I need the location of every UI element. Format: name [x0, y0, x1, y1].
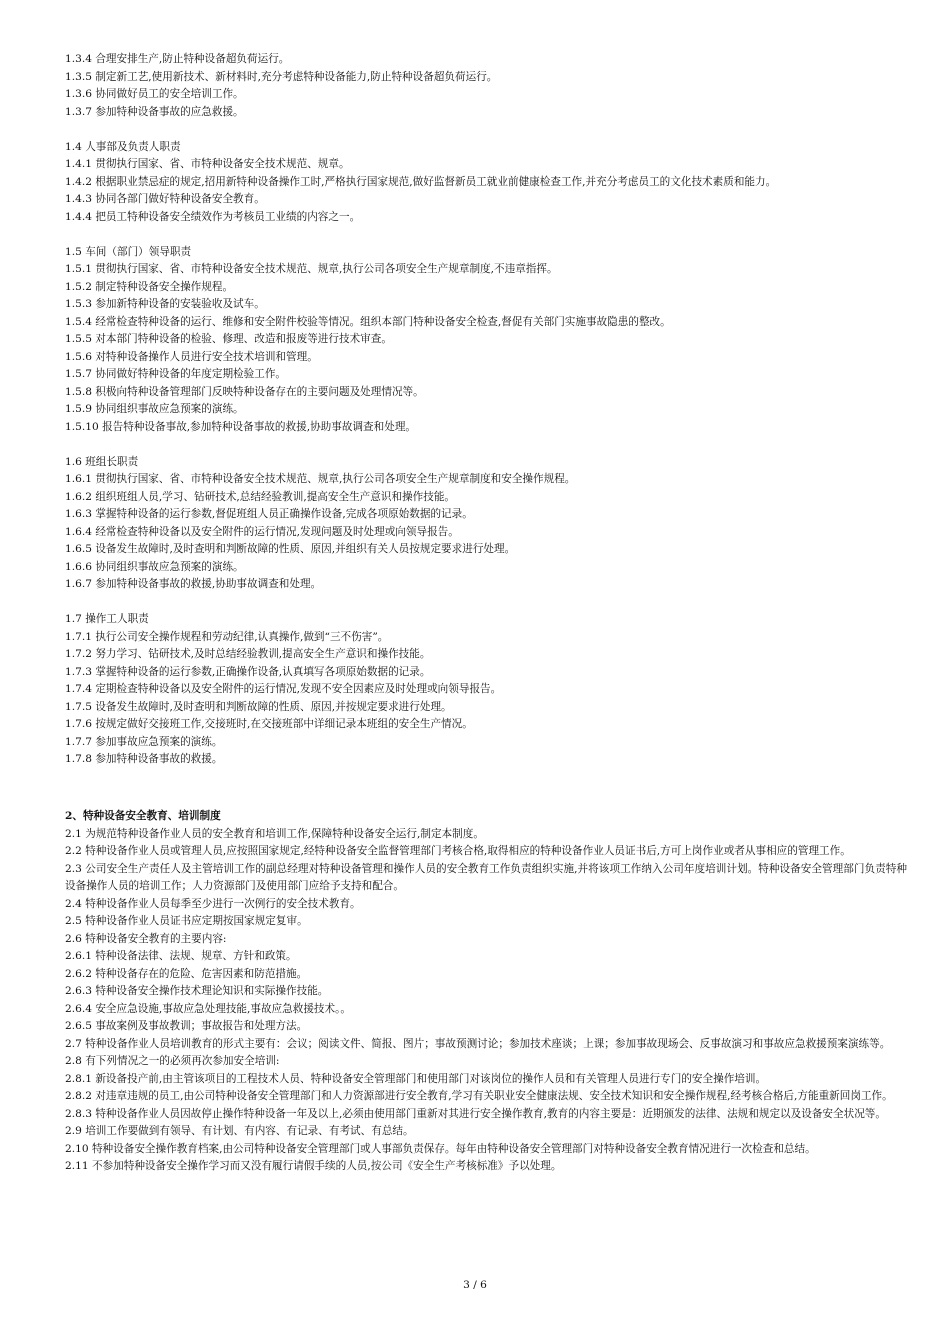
section-heading-workshop: 1.5 车间（部门）领导职责 [65, 245, 192, 258]
list-item: 1.4.1 贯彻执行国家、省、市特种设备安全技术规范、规章。 [65, 158, 350, 170]
list-item: 1.7.1 执行公司安全操作规程和劳动纪律,认真操作,做到“三不伤害”。 [65, 630, 389, 643]
paragraph: 2.5 特种设备作业人员证书应定期按国家规定复审。 [65, 915, 308, 927]
list-item: 1.6.4 经常检查特种设备以及安全附件的运行情况,发现问题及时处理或向领导报告。 [65, 525, 459, 538]
page-number: 3 / 6 [463, 1279, 487, 1291]
list-item: 2.6.1 特种设备法律、法规、规章、方针和政策。 [65, 950, 297, 962]
list-item: 1.6.2 组织班组人员,学习、钻研技术,总结经验教训,提高安全生产意识和操作技能。 [65, 490, 456, 503]
list-item: 1.3.6 协同做好员工的安全培训工作。 [65, 88, 244, 100]
list-item: 1.7.6 按规定做好交接班工作,交接班时,在交接班部中详细记录本班组的安全生产情况。 [65, 718, 473, 730]
list-item: 1.6.1 贯彻执行国家、省、市特种设备安全技术规范、规章,执行公司各项安全生产规章制度和安全操作规程。 [65, 473, 576, 485]
section-heading-team: 1.6 班组长职责 [65, 455, 139, 468]
list-item: 1.7.8 参加特种设备事故的救援。 [65, 753, 223, 765]
list-item: 1.3.7 参加特种设备事故的应急救援。 [65, 105, 244, 118]
section-1-7-list [65, 629, 907, 769]
list-item: 1.6.6 协同组织事故应急预案的演练。 [65, 560, 244, 573]
paragraph: 2.3 公司安全生产责任人及主管培训工作的副总经理对特种设备管理和操作人员的安全教育工作负责组织实施,并将该项工作纳入公司年度培训计划。特种设备安全管理部门负责特种设备操作人员的培训工作；人力资源部门及使用部门应给予支持和配合。 [65, 862, 907, 892]
list-item: 1.5.6 对特种设备操作人员进行安全技术培训和管理。 [65, 350, 318, 363]
list-item: 2.6.4 安全应急设施,事故应急处理技能,事故应急救援技术。。 [65, 1002, 352, 1015]
section-1-6-list [65, 471, 907, 594]
paragraph: 2.10 特种设备安全操作教育档案,由公司特种设备安全管理部门或人事部负责保存。每年由特种设备安全管理部门对特种设备安全教育情况进行一次检查和总结。 [65, 1142, 816, 1155]
list-item: 1.5.7 协同做好特种设备的年度定期检验工作。 [65, 368, 287, 380]
paragraph: 2.6 特种设备安全教育的主要内容: [65, 932, 227, 945]
paragraph: 2.9 培训工作要做到有领导、有计划、有内容、有记录、有考试、有总结。 [65, 1125, 414, 1137]
list-item: 1.4.4 把员工特种设备安全绩效作为考核员工业绩的内容之一。 [65, 210, 361, 223]
paragraph: 2.8.2 对违章违规的员工,由公司特种设备安全管理部门和人力资源部进行安全教育,学习有关职业安全健康法规、安全技术知识和安全操作规程,经考核合格后,方能重新回岗工作。 [65, 1090, 893, 1102]
paragraph: 2.11 不参加特种设备安全操作学习而又没有履行请假手续的人员,按公司《安全生产考核标准》予以处理。 [65, 1160, 562, 1172]
section-1-3-list [65, 51, 907, 121]
paragraph-text: 2.1 为规范特种设备作业人员的安全教育和培训工作,保障特种设备安全运行,制定本制度。 [65, 827, 484, 840]
list-item: 1.5.2 制定特种设备安全操作规程。 [65, 280, 234, 293]
list-item: 1.7.5 设备发生故障时,及时查明和判断故障的性质、原因,并按规定要求进行处理。 [65, 700, 452, 713]
paragraph: 2.7 特种设备作业人员培训教育的形式主要有：会议；阅读文件、简报、图片；事故预测讨论；参加技术座谈；上课；参加事故现场会、反事故演习和事故应急救援预案演练等。 [65, 1037, 891, 1050]
list-item: 2.6.2 特种设备存在的危险、危害因素和防范措施。 [65, 967, 308, 980]
list-item: 1.5.5 对本部门特种设备的检验、修理、改造和报废等进行技术审查。 [65, 333, 392, 345]
list-item: 1.5.9 协同组织事故应急预案的演练。 [65, 403, 244, 415]
list-item: 1.5.8 积极向特种设备管理部门反映特种设备存在的主要问题及处理情况等。 [65, 385, 424, 398]
list-item: 1.7.7 参加事故应急预案的演练。 [65, 735, 223, 748]
list-item: 1.5.10 报告特种设备事故,参加特种设备事故的救援,协助事故调查和处理。 [65, 420, 417, 433]
section-heading-hr: 1.4 人事部及负责人职责 [65, 140, 181, 153]
list-item: 1.5.3 参加新特种设备的安装验收及试车。 [65, 298, 265, 310]
list-item: 1.4.3 协同各部门做好特种设备安全教育。 [65, 193, 265, 205]
paragraph [65, 826, 907, 844]
list-item: 1.6.5 设备发生故障时,及时查明和判断故障的性质、原因,并组织有关人员按规定要求进行处理。 [65, 543, 516, 555]
list-item: 1.7.2 努力学习、钻研技术,及时总结经验教训,提高安全生产意识和操作技能。 [65, 648, 431, 660]
section-1-5-list [65, 261, 907, 436]
section-2-body [65, 826, 907, 1176]
list-item: 1.6.7 参加特种设备事故的救援,协助事故调查和处理。 [65, 578, 322, 590]
list-item: 1.3.4 合理安排生产,防止特种设备超负荷运行。 [65, 53, 290, 65]
list-item: 1.4.2 根据职业禁忌症的规定,招用新特种设备操作工时,严格执行国家规范,做好监督新员工就业前健康检查工作,并充分考虑员工的文化技术素质和能力。 [65, 175, 777, 188]
list-item: 1.3.5 制定新工艺,使用新技术、新材料时,充分考虑特种设备能力,防止特种设备超负荷运行。 [65, 70, 498, 83]
list-item: 1.5.1 贯彻执行国家、省、市特种设备安全技术规范、规章,执行公司各项安全生产规章制度,不违章指挥。 [65, 263, 558, 275]
section-2-title: 2、特种设备安全教育、培训制度 [65, 810, 221, 822]
list-item: 2.6.3 特种设备安全操作技术理论知识和实际操作技能。 [65, 985, 329, 997]
list-item: 1.7.4 定期检查特种设备以及安全附件的运行情况,发现不安全因素应及时处理或向领导报告。 [65, 683, 502, 695]
paragraph: 2.8 有下列情况之一的必须再次参加安全培训: [65, 1055, 280, 1067]
section-heading-operator: 1.7 操作工人职责 [65, 613, 149, 625]
page-content [65, 51, 907, 1176]
section-1-4-list [65, 156, 907, 226]
list-item: 2.6.5 事故案例及事故教训；事故报告和处理方法。 [65, 1020, 308, 1032]
list-item: 1.7.3 掌握特种设备的运行参数,正确操作设备,认真填写各项原始数据的记录。 [65, 665, 431, 678]
paragraph: 2.8.3 特种设备作业人员因故停止操作特种设备一年及以上,必须由使用部门重新对其进行安全操作教育,教育的内容主要是：近期颁发的法律、法规和规定以及设备安全状况等。 [65, 1107, 886, 1120]
list-item: 1.6.3 掌握特种设备的运行参数,督促班组人员正确操作设备,完成各项原始数据的记录。 [65, 508, 473, 520]
paragraph: 2.4 特种设备作业人员每季至少进行一次例行的安全技术教育。 [65, 897, 361, 910]
paragraph: 2.2 特种设备作业人员或管理人员,应按照国家规定,经特种设备安全监督管理部门考核合格,取得相应的特种设备作业人员证书后,方可上岗作业或者从事相应的管理工作。 [65, 845, 851, 857]
list-item: 1.5.4 经常检查特种设备的运行、维修和安全附件校验等情况。组织本部门特种设备安全检查,督促有关部门实施事故隐患的整改。 [65, 315, 671, 328]
paragraph: 2.8.1 新设备投产前,由主管该项目的工程技术人员、特种设备安全管理部门和使用部门对该岗位的操作人员和有关管理人员进行专门的安全操作培训。 [65, 1072, 767, 1085]
